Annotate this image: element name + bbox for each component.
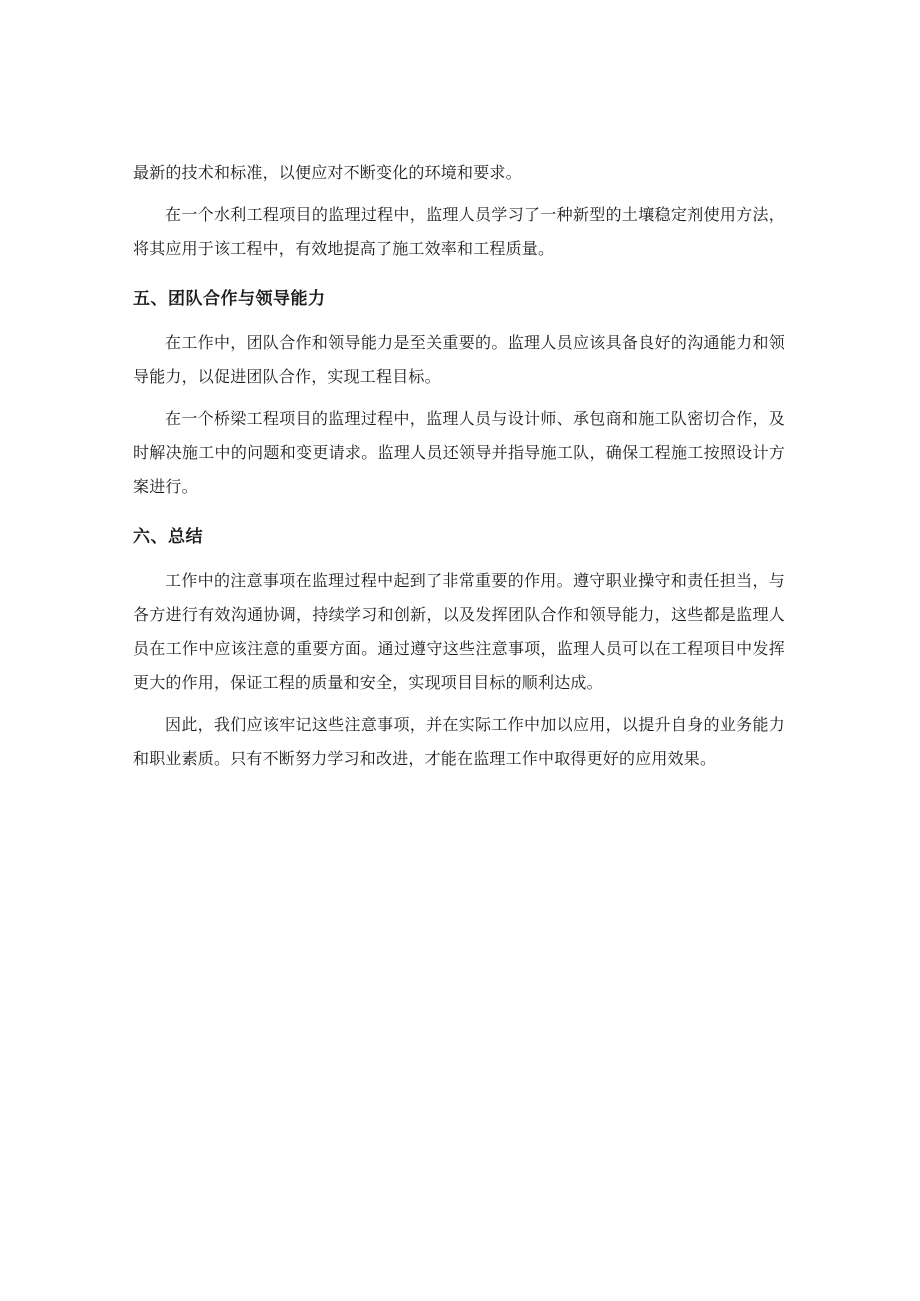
paragraph-conclusion: 因此，我们应该牢记这些注意事项，并在实际工作中加以应用，以提升自身的业务能力和职业素质。只有不断努力学习和改进，才能在监理工作中取得更好的应用效果。: [133, 715, 785, 768]
paragraph-water-project-example: 在一个水利工程项目的监理过程中，监理人员学习了一种新型的土壤稳定剂使用方法，将其应用于该工程中，有效地提高了施工效率和工程质量。: [133, 205, 785, 258]
paragraph-bridge-project-example: 在一个桥梁工程项目的监理过程中，监理人员与设计师、承包商和施工队密切合作，及时解决施工中的问题和变更请求。监理人员还领导并指导施工队，确保工程施工按照设计方案进行。: [133, 409, 785, 496]
paragraph-continuation: 最新的技术和标准，以便应对不断变化的环境和要求。: [133, 163, 522, 182]
paragraph-summary: 工作中的注意事项在监理过程中起到了非常重要的作用。遵守职业操守和责任担当，与各方进行有效沟通协调，持续学习和创新，以及发挥团队合作和领导能力，这些都是监理人员在工作中应该注意的重要方面。通过遵守这些注意事项，监理人员可以在工程项目中发挥更大的作用，保证工程的质量和安全，实现项目目标的顺利达成。: [133, 571, 785, 692]
section-heading-teamwork: 五、团队合作与领导能力: [133, 289, 326, 309]
document-body: [133, 156, 785, 776]
paragraph-teamwork-intro: 在工作中，团队合作和领导能力是至关重要的。监理人员应该具备良好的沟通能力和领导能力，以促进团队合作，实现工程目标。: [133, 333, 785, 386]
section-heading-summary: 六、总结: [133, 527, 203, 547]
